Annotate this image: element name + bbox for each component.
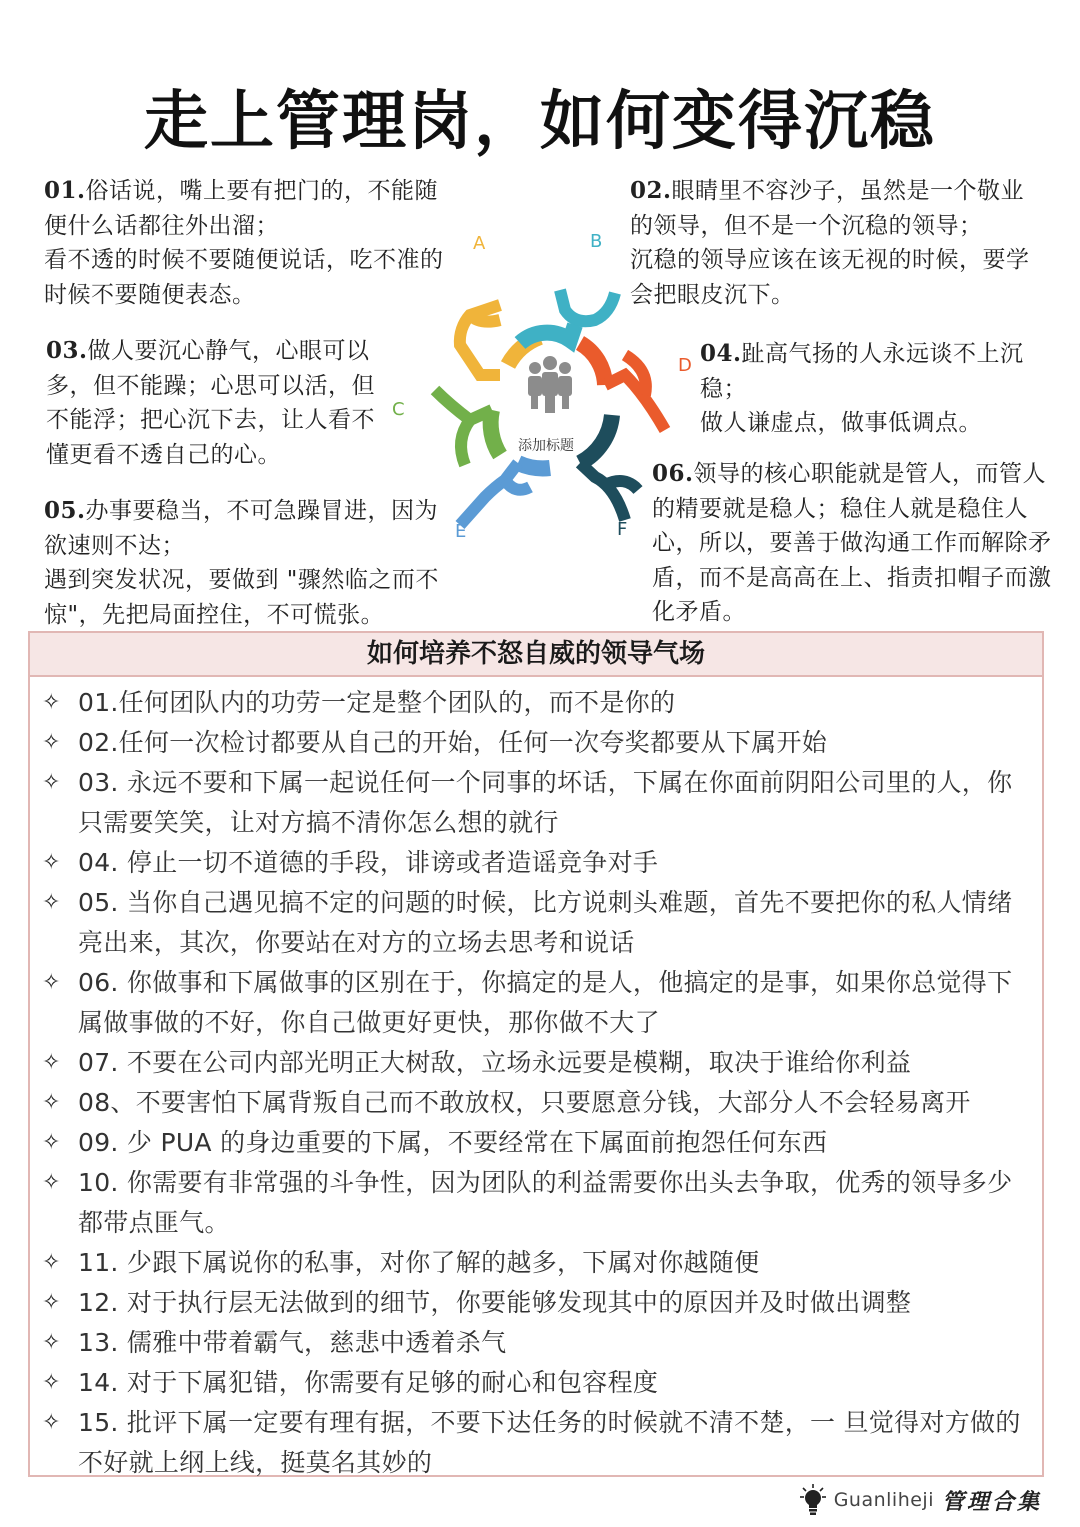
list-item-text: 11. 少跟下属说你的私事，对你了解的越多，下属对你越随便 bbox=[78, 1248, 760, 1277]
tip-01 bbox=[44, 174, 449, 312]
list-item-text: 09. 少 PUA 的身边重要的下属，不要经常在下属面前抱怨任何东西 bbox=[78, 1128, 828, 1157]
page-title: 走上管理岗，如何变得沉稳 bbox=[144, 84, 936, 159]
list-item bbox=[30, 963, 1042, 1043]
sparkle-bullet-icon: ✧ bbox=[42, 850, 61, 875]
segment-d bbox=[580, 343, 665, 430]
sparkle-bullet-icon: ✧ bbox=[42, 1050, 61, 1075]
list-item-text: 06. 你做事和下属做事的区别在于，你搞定的是人，他搞定的是事，如果你总觉得下属做事做的不好，你自己做更好更快，那你做不大了 bbox=[78, 968, 1013, 1037]
tip-number: 03. bbox=[46, 337, 88, 364]
tip-text: 做人谦虚点，做事低调点。 bbox=[700, 410, 982, 436]
sparkle-bullet-icon: ✧ bbox=[42, 1330, 61, 1355]
sparkle-bullet-icon: ✧ bbox=[42, 1170, 61, 1195]
list-item bbox=[30, 1083, 1042, 1123]
segment-f bbox=[580, 415, 638, 520]
list-item-text: 14. 对于下属犯错，你需要有足够的耐心和包容程度 bbox=[78, 1368, 659, 1397]
list-item bbox=[30, 763, 1042, 843]
tip-03 bbox=[46, 334, 396, 472]
tip-number: 05. bbox=[44, 497, 86, 524]
footer-brand bbox=[800, 1480, 1042, 1520]
list-item bbox=[30, 1043, 1042, 1083]
center-label: 添加标题 bbox=[518, 438, 574, 454]
sparkle-bullet-icon: ✧ bbox=[42, 1130, 61, 1155]
sparkle-bullet-icon: ✧ bbox=[42, 730, 61, 755]
segment-letter-a: A bbox=[473, 233, 486, 254]
tip-text: 领导的核心职能就是管人，而管人的精要就是稳人；稳住人就是稳住人心，所以，要善于做沟通工作而解除矛盾，而不是高高在上、指责扣帽子而激化矛盾。 bbox=[652, 461, 1052, 625]
list-item bbox=[30, 1123, 1042, 1163]
section-header: 如何培养不怒自威的领导气场 bbox=[28, 631, 1044, 677]
list-item bbox=[30, 843, 1042, 883]
list-item-text: 01.任何团队内的功劳一定是整个团队的，而不是你的 bbox=[78, 688, 676, 717]
sparkle-bullet-icon: ✧ bbox=[42, 890, 61, 915]
segment-letter-d: D bbox=[678, 355, 692, 376]
segment-letter-b: B bbox=[590, 231, 603, 252]
list-item bbox=[30, 883, 1042, 963]
sparkle-bullet-icon: ✧ bbox=[42, 690, 61, 715]
center-cycle-diagram bbox=[392, 225, 700, 555]
tip-text: 眼睛里不容沙子，虽然是一个敬业的领导，但不是一个沉稳的领导； bbox=[630, 178, 1025, 239]
list-item bbox=[30, 683, 1042, 723]
list-item bbox=[30, 1243, 1042, 1283]
segment-letter-f: F bbox=[617, 519, 628, 540]
list-item-text: 04. 停止一切不道德的手段，诽谤或者造谣竞争对手 bbox=[78, 848, 659, 877]
tip-04 bbox=[700, 337, 1050, 441]
sparkle-bullet-icon: ✧ bbox=[42, 1250, 61, 1275]
tip-text: 看不透的时候不要随便说话，吃不准的时候不要随便表态。 bbox=[44, 247, 444, 308]
segment-letter-e: E bbox=[455, 521, 467, 542]
tip-number: 02. bbox=[630, 177, 672, 204]
sparkle-bullet-icon: ✧ bbox=[42, 1370, 61, 1395]
list-item-text: 02.任何一次检讨都要从自己的开始，任何一次夸奖都要从下属开始 bbox=[78, 728, 828, 757]
list-item-text: 12. 对于执行层无法做到的细节，你要能够发现其中的原因并及时做出调整 bbox=[78, 1288, 912, 1317]
segment-letter-c: C bbox=[392, 399, 405, 420]
tip-text: 办事要稳当，不可急躁冒进，因为欲速则不达； bbox=[44, 498, 439, 559]
list-item-text: 15. 批评下属一定要有理有据，不要下达任务的时候就不清不楚，一 旦觉得对方做的不好就上纲上线，挺莫名其妙的 bbox=[78, 1408, 1021, 1477]
list-item-text: 13. 儒雅中带着霸气，慈悲中透着杀气 bbox=[78, 1328, 507, 1357]
tips-list-box bbox=[28, 677, 1044, 1477]
tip-text: 趾高气扬的人永远谈不上沉稳； bbox=[700, 341, 1024, 402]
tip-05 bbox=[44, 494, 449, 632]
sparkle-bullet-icon: ✧ bbox=[42, 1090, 61, 1115]
list-item bbox=[30, 1283, 1042, 1323]
list-item bbox=[30, 1363, 1042, 1403]
list-item-text: 08、不要害怕下属背叛自己而不敢放权，只要愿意分钱，大部分人不会轻易离开 bbox=[78, 1088, 971, 1117]
brand-latin: Guanliheji bbox=[833, 1489, 934, 1511]
segment-c bbox=[435, 390, 500, 465]
team-icon bbox=[528, 356, 572, 413]
list-item-text: 05. 当你自己遇见搞不定的问题的时候，比方说刺头难题，首先不要把你的私人情绪亮出来，其次，你要站在对方的立场去思考和说话 bbox=[78, 888, 1013, 957]
brand-name: 管理合集 bbox=[941, 1488, 1042, 1515]
list-item-text: 07. 不要在公司内部光明正大树敌，立场永远要是模糊，取决于谁给你利益 bbox=[78, 1048, 912, 1077]
tip-number: 04. bbox=[700, 340, 742, 367]
list-item-text: 03. 永远不要和下属一起说任何一个同事的坏话，下属在你面前阴阳公司里的人，你只需要笑笑，让对方搞不清你怎么想的就行 bbox=[78, 768, 1013, 837]
tip-text: 做人要沉心静气，心眼可以多，但不能躁；心思可以活，但不能浮；把心沉下去，让人看不懂更看不透自己的心。 bbox=[46, 338, 375, 468]
list-item bbox=[30, 1163, 1042, 1243]
tip-number: 06. bbox=[652, 460, 694, 487]
list-item bbox=[30, 1323, 1042, 1363]
lightbulb-icon bbox=[800, 1483, 826, 1517]
sparkle-bullet-icon: ✧ bbox=[42, 1410, 61, 1435]
tip-text: 遇到突发状况，要做到 "骤然临之而不惊"，先把局面控住，不可慌张。 bbox=[44, 567, 439, 628]
list-item bbox=[30, 1403, 1042, 1483]
sparkle-bullet-icon: ✧ bbox=[42, 1290, 61, 1315]
segment-b bbox=[520, 290, 615, 343]
tip-number: 01. bbox=[44, 177, 86, 204]
tips-list bbox=[30, 677, 1042, 1483]
tip-text: 俗话说，嘴上要有把门的，不能随便什么话都往外出溜； bbox=[44, 178, 439, 239]
sparkle-bullet-icon: ✧ bbox=[42, 770, 61, 795]
tip-text: 沉稳的领导应该在该无视的时候，要学会把眼皮沉下。 bbox=[630, 247, 1030, 308]
segment-e bbox=[460, 463, 550, 525]
list-item bbox=[30, 723, 1042, 763]
list-item-text: 10. 你需要有非常强的斗争性，因为团队的利益需要你出头去争取，优秀的领导多少都带点匪气。 bbox=[78, 1168, 1013, 1237]
sparkle-bullet-icon: ✧ bbox=[42, 970, 61, 995]
tip-06 bbox=[652, 457, 1052, 630]
